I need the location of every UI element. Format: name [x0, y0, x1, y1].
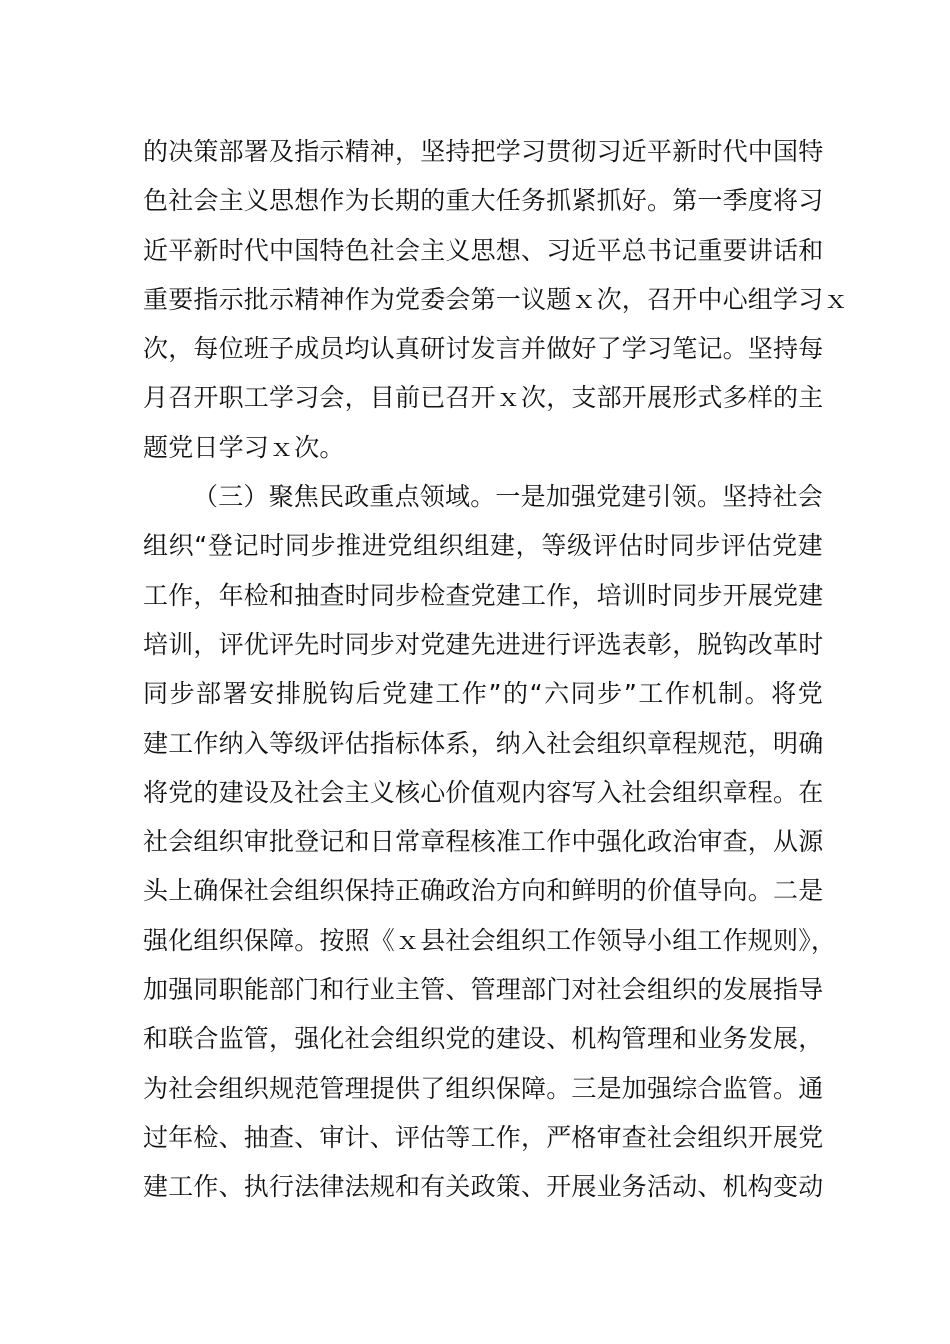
- document-body: [143, 127, 849, 1212]
- text-line: 月召开职工学习会，目前已召开ｘ次，支部开展形式多样的主: [143, 383, 824, 413]
- paragraph-end-line: 题党日学习ｘ次。: [143, 432, 345, 462]
- text-line: 组织“登记时同步推进党组织组建，等级评估时同步评估党建: [143, 531, 823, 561]
- text-line: 头上确保社会组织保持正确政治方向和鲜明的价值导向。二是: [143, 876, 824, 906]
- text-line: 强化组织保障。按照《ｘ县社会组织工作领导小组工作规则》，: [143, 925, 837, 955]
- text-line: 色社会主义思想作为长期的重大任务抓紧抓好。第一季度将习: [143, 186, 824, 216]
- text-line: 社会组织审批登记和日常章程核准工作中强化政治审查，从源: [143, 827, 824, 857]
- text-line: 工作，年检和抽查时同步检查党建工作，培训时同步开展党建: [143, 580, 824, 610]
- text-line: 近平新时代中国特色社会主义思想、习近平总书记重要讲话和: [143, 235, 824, 265]
- text-line: 将党的建设及社会主义核心价值观内容写入社会组织章程。在: [143, 777, 824, 807]
- text-line: 的决策部署及指示精神，坚持把学习贯彻习近平新时代中国特: [143, 137, 824, 166]
- text-line: 过年检、抽查、审计、评估等工作，严格审查社会组织开展党: [143, 1122, 824, 1152]
- text-line: 次，每位班子成员均认真研讨发言并做好了学习笔记。坚持每: [143, 334, 824, 364]
- text-line: 同步部署安排脱钩后党建工作”的“六同步”工作机制。将党: [143, 679, 823, 709]
- text-line: 和联合监管，强化社会组织党的建设、机构管理和业务发展，: [143, 1024, 824, 1054]
- section-heading-line: （三）聚焦民政重点领域。一是加强党建引领。坚持社会: [193, 482, 824, 512]
- text-line: 建工作纳入等级评估指标体系，纳入社会组织章程规范，明确: [143, 728, 824, 758]
- text-line: 建工作、执行法律法规和有关政策、开展业务活动、机构变动: [143, 1172, 824, 1202]
- text-line: 重要指示批示精神作为党委会第一议题ｘ次，召开中心组学习ｘ: [143, 284, 849, 314]
- text-line: 为社会组织规范管理提供了组织保障。三是加强综合监管。通: [143, 1073, 824, 1103]
- text-line: 加强同职能部门和行业主管、管理部门对社会组织的发展指导: [143, 975, 824, 1005]
- text-line: 培训，评优评先时同步对党建先进进行评选表彰，脱钩改革时: [143, 629, 824, 659]
